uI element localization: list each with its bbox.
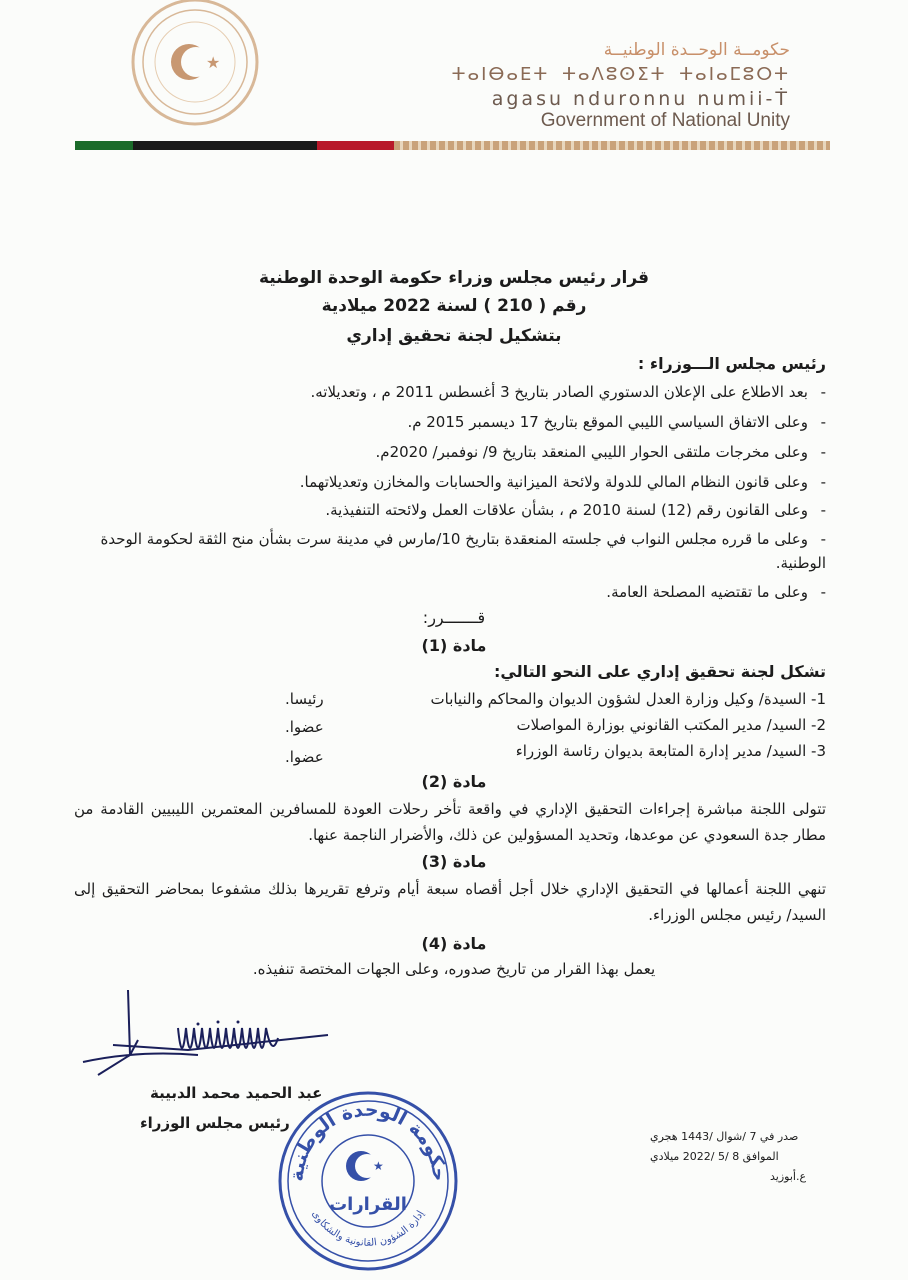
- article-4-text: يعمل بهذا القرار من تاريخ صدوره، وعلى الجهات المختصة تنفيذه.: [252, 960, 656, 978]
- letterhead-english: Government of National Unity: [540, 110, 790, 131]
- official-stamp: [275, 1088, 461, 1274]
- signatory-name: عبد الحميد محمد الدبيبة: [150, 1084, 323, 1102]
- member-2-name: 2- السيد/ مدير المكتب القانوني بوزارة المواصلات: [516, 716, 826, 734]
- preamble-item: -وعلى ما قرره مجلس النواب في جلسته المنعقدة بتاريخ 10/مارس في مدينة سرت بشأن منح الثقة لحكومة الوحدة الوطنية.: [100, 530, 826, 572]
- article-3-title: مادة (3): [421, 852, 487, 871]
- article-2-text: تتولى اللجنة مباشرة إجراءات التحقيق الإداري في واقعة تأخر رحلات العودة للمسافرين المعتمرين الليبيين القادمة من مطار جدة السعودي عن موعدها، وتحديد المسؤولين عن ذلك، والأضرار الناجمة عنها.: [74, 800, 826, 844]
- preamble-item: -وعلى قانون النظام المالي للدولة ولائحة الميزانية والحسابات والمخازن وتعديلاتهما.: [299, 473, 826, 491]
- decision-subject: بتشكيل لجنة تحقيق إداري: [346, 326, 562, 346]
- preamble-item: -وعلى ما تقتضيه المصلحة العامة.: [606, 583, 826, 601]
- stamp-bottom-text: إدارة الشؤون القانونية والشكاوى: [309, 1208, 427, 1249]
- svg-text:★: ★: [206, 53, 221, 72]
- member-3-name: 3- السيد/ مدير إدارة المتابعة بديوان رئاسة الوزراء: [515, 742, 826, 760]
- flag-color-band: [75, 141, 830, 150]
- member-3-role: عضوا.: [285, 748, 324, 766]
- signatory-title: رئيس مجلس الوزراء: [140, 1114, 290, 1132]
- decision-title: قرار رئيس مجلس وزراء حكومة الوحدة الوطنية: [258, 268, 650, 288]
- article-1-intro: تشكل لجنة تحقيق إداري على النحو التالي:: [494, 662, 826, 681]
- issue-initials: ع.أبوزيد: [770, 1170, 807, 1183]
- letterhead-arabic: حكومــة الوحــدة الوطنيــة: [603, 40, 790, 60]
- preamble-heading: رئيس مجلس الـــوزراء :: [637, 354, 826, 373]
- svg-text:★: ★: [373, 1159, 384, 1173]
- preamble-item: -وعلى الاتفاق السياسي الليبي الموقع بتاريخ 17 ديسمبر 2015 م.: [407, 413, 826, 431]
- article-3-text: تنهي اللجنة أعمالها في التحقيق الإداري خلال أجل أقصاه سبعة أيام وترفع تقريرها بذلك مشفوعا بمحاضر التحقيق إلى السيد/ رئيس مجلس الوزراء.: [74, 880, 826, 924]
- preamble-item: -وعلى القانون رقم (12) لسنة 2010 م ، بشأن علاقات العمل ولائحته التنفيذية.: [325, 501, 826, 519]
- preamble-item: -وعلى مخرجات ملتقى الحوار الليبي المنعقد بتاريخ 9/ نوفمبر/ 2020م.: [375, 443, 826, 461]
- stamp-center-text: القرارات: [329, 1194, 407, 1215]
- member-1-role: رئيسا.: [285, 690, 324, 708]
- decision-number: رقم ( 210 ) لسنة 2022 ميلادية: [321, 296, 587, 316]
- member-2-role: عضوا.: [285, 718, 324, 736]
- letterhead-tifinagh: ⵜⴰⵏⴱⴰⴹⵜ ⵜⴰⴷⵓⵙⵉⵜ ⵜⴰⵏⴰⵎⵓⵔⵜ: [451, 64, 790, 85]
- letterhead-amazigh-latin: agasu nduronnu numii-Ṫ: [491, 88, 790, 110]
- issue-date-hijri: صدر في 7 /شوال /1443 هجري: [650, 1130, 799, 1143]
- decided-label: قـــــــرر:: [422, 608, 486, 627]
- article-2-title: مادة (2): [421, 772, 487, 791]
- article-1-title: مادة (1): [421, 636, 487, 655]
- handwritten-signature: [78, 980, 338, 1090]
- issue-date-gregorian: الموافق 8 /5 /2022 ميلادي: [650, 1150, 779, 1163]
- article-4-title: مادة (4): [421, 934, 487, 953]
- member-1-name: 1- السيدة/ وكيل وزارة العدل لشؤون الديوان والمحاكم والنيابات: [430, 690, 826, 708]
- stamp-ring-text: حكومة الوحدة الوطنية: [285, 1098, 451, 1183]
- preamble-item: -بعد الاطلاع على الإعلان الدستوري الصادر بتاريخ 3 أغسطس 2011 م ، وتعديلاته.: [310, 383, 826, 401]
- government-emblem-logo: [126, 0, 264, 130]
